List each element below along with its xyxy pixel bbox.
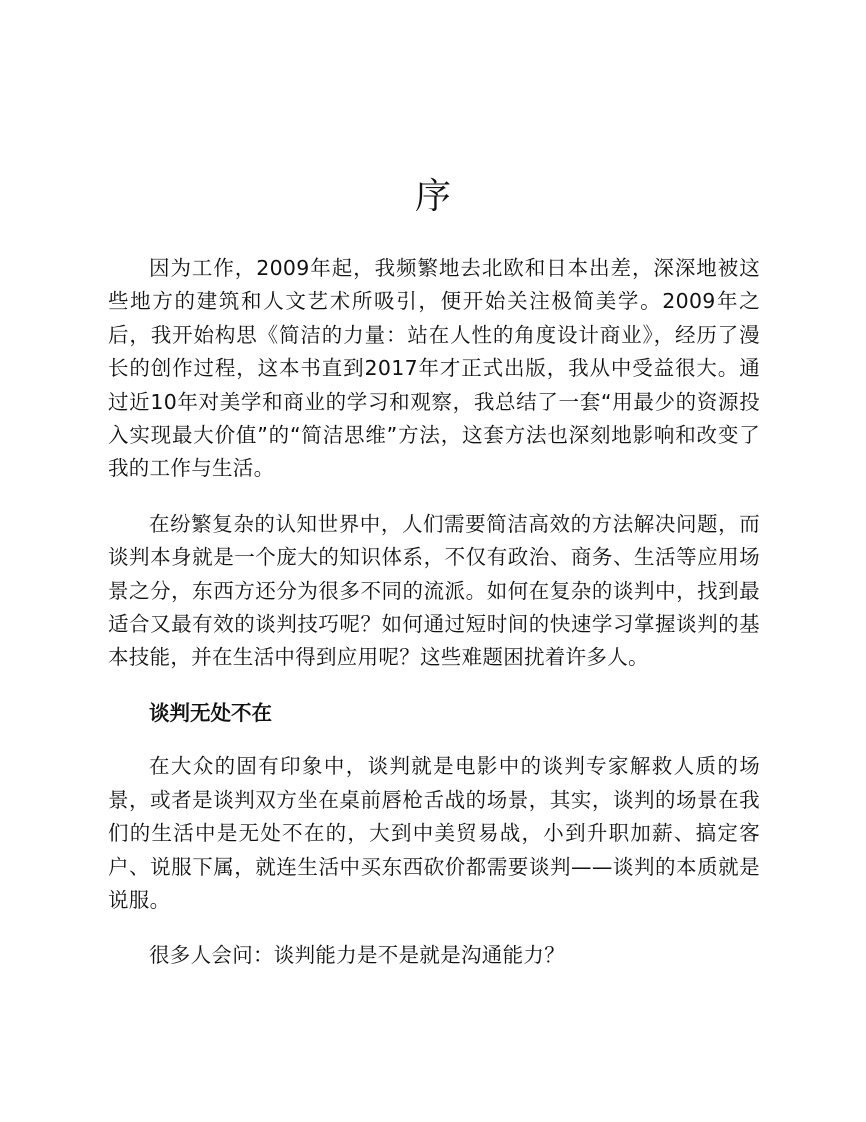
paragraph-intro-2: 在纷繁复杂的认知世界中，人们需要简洁高效的方法解决问题，而谈判本身就是一个庞大的知识体系，不仅有政治、商务、生活等应用场景之分，东西方还分为很多不同的流派。如何在复杂的谈判中，找到最适合又最有效的谈判技巧呢？如何通过短时间的快速学习掌握谈判的基本技能，并在生活中得到应用呢？这些难题困扰着许多人。 xyxy=(108,511,760,670)
page-title: 序 xyxy=(414,176,451,217)
section-heading: 谈判无处不在 xyxy=(149,700,272,725)
paragraph-intro-1: 因为工作，2009年起，我频繁地去北欧和日本出差，深深地被这些地方的建筑和人文艺术所吸引，便开始关注极简美学。2009年之后，我开始构思《简洁的力量：站在人性的角度设计商业》，经历了漫长的创作过程，这本书直到2017年才正式出版，我从中受益很大。通过近10年对美学和商业的学习和观察，我总结了一套“用最少的资源投入实现最大价值”的“简洁思维”方法，这套方法也深刻地影响和改变了我的工作与生活。 xyxy=(108,256,760,481)
body-text xyxy=(108,252,760,995)
paragraph-section-2: 很多人会问：谈判能力是不是就是沟通能力？ xyxy=(149,943,565,968)
paragraph-section-1: 在大众的固有印象中，谈判就是电影中的谈判专家解救人质的场景，或者是谈判双方坐在桌前唇枪舌战的场景，其实，谈判的场景在我们的生活中是无处不在的，大到中美贸易战，小到升职加薪、搞定客户、说服下属，就连生活中买东西砍价都需要谈判——谈判的本质就是说服。 xyxy=(108,754,760,912)
